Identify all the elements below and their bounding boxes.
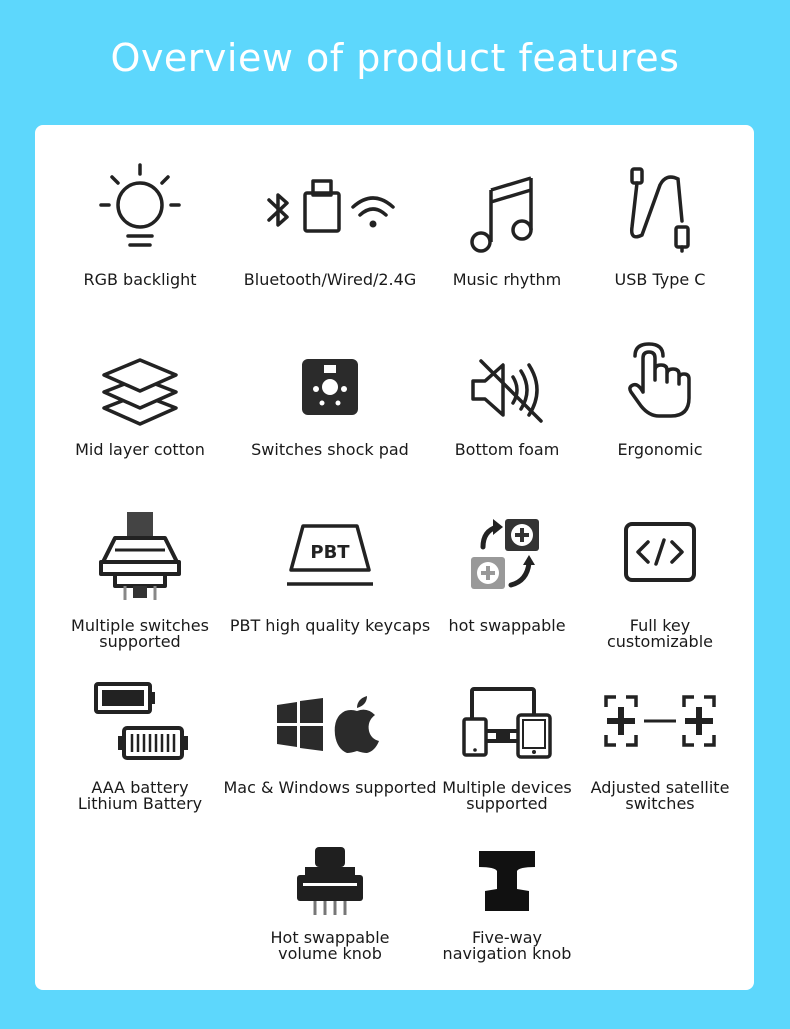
feature-label: Full key customizable: [606, 616, 713, 651]
page-title: Overview of product features: [110, 36, 680, 80]
feature-full-key-customizable: [600, 510, 720, 650]
feature-label: hot swappable: [448, 616, 566, 635]
hand-pointer-icon: [625, 340, 695, 420]
knob-icon: [295, 845, 365, 917]
feature-pbt-keycaps: [229, 510, 431, 650]
nav-knob-icon: [477, 847, 537, 915]
feature-label: Ergonomic: [617, 440, 703, 459]
devices-icon: [462, 685, 552, 761]
feature-label: Mac & Windows supported: [223, 778, 437, 797]
feature-label: Five-way navigation knob: [442, 928, 572, 963]
feature-label: Mid layer cotton: [75, 440, 205, 459]
code-icon: [622, 520, 698, 586]
os-logos-icon: [275, 695, 385, 755]
feature-label: Music rhythm: [452, 270, 562, 289]
feature-label: RGB backlight: [83, 270, 197, 289]
mute-speaker-icon: [467, 355, 547, 425]
keycap-text: PBT: [310, 542, 350, 563]
keycap-icon: [285, 520, 375, 590]
bulb-icon: [95, 160, 185, 255]
feature-ergonomic: [600, 340, 720, 460]
music-note-icon: [467, 170, 547, 260]
switch-icon: [95, 510, 185, 602]
feature-mid-layer-cotton: [75, 340, 205, 460]
feature-label: Adjusted satellite switches: [590, 778, 730, 813]
feature-battery: [77, 680, 203, 820]
feature-label: AAA battery Lithium Battery: [77, 778, 203, 813]
feature-switches-shock-pad: [251, 340, 409, 460]
battery-icon: [92, 680, 188, 762]
feature-connectivity: [243, 160, 417, 300]
feature-label: PBT high quality keycaps: [229, 616, 431, 635]
shock-pad-icon: [300, 357, 360, 417]
swap-icon: [467, 515, 547, 595]
satellite-switch-icon: [604, 695, 716, 749]
usb-cable-icon: [620, 165, 700, 255]
connectivity-icon: [265, 175, 395, 255]
feature-volume-knob: [260, 845, 400, 985]
feature-rgb-backlight: [80, 160, 200, 300]
layers-icon: [100, 348, 180, 428]
feature-label: USB Type C: [614, 270, 706, 289]
feature-satellite-switches: [590, 680, 730, 820]
feature-multiple-switches: [71, 510, 209, 651]
feature-mac-windows: [223, 680, 437, 820]
feature-usb-type-c: [600, 160, 720, 300]
feature-label: Bluetooth/Wired/2.4G: [243, 270, 417, 289]
feature-label: Bottom foam: [454, 440, 560, 459]
feature-label: Switches shock pad: [251, 440, 409, 459]
feature-label: Hot swappable volume knob: [270, 928, 390, 963]
feature-label: Multiple devices supported: [442, 778, 572, 813]
feature-label: Multiple switches supported: [71, 616, 209, 651]
features-card: [35, 125, 754, 990]
feature-nav-knob: [442, 845, 572, 985]
